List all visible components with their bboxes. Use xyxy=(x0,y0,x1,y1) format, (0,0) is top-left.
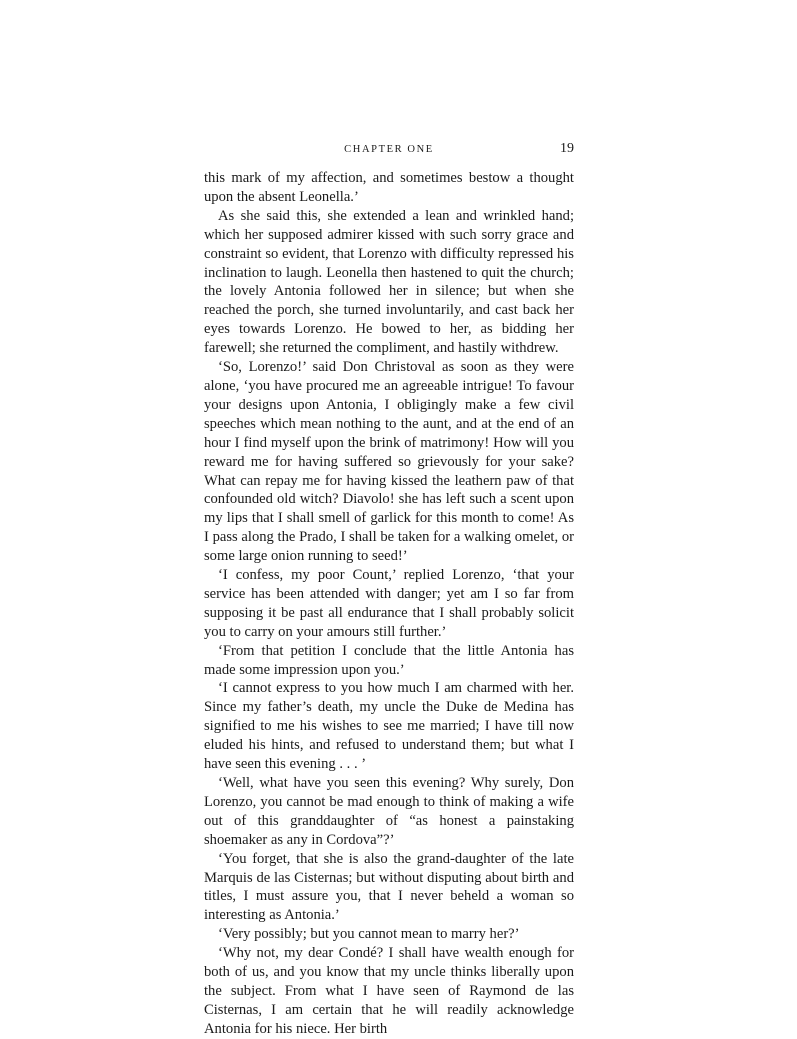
paragraph: ‘Well, what have you seen this evening? Why surely, Don Lorenzo, you cannot be mad enough to think of making a wife out of this granddaughter of “as honest a painstaking shoemaker as any in Cordova”?’ xyxy=(204,775,574,848)
paragraph: As she said this, she extended a lean and wrinkled hand; which her supposed admirer kissed with such sorry grace and constraint so evident, that Lorenzo with difficulty repressed his inclination to laugh. Leonella then hastened to quit the church; the lovely Antonia followed her in silence; but when she reached the porch, she turned involuntarily, and cast back her eyes towards Lorenzo. He bowed to her, as bidding her farewell; she returned the compliment, and hastily withdrew. xyxy=(204,207,574,357)
book-page xyxy=(204,142,574,1039)
running-head xyxy=(204,142,574,160)
paragraph: this mark of my affection, and sometimes bestow a thought upon the absent Leonella.’ xyxy=(204,170,574,205)
paragraph: ‘I cannot express to you how much I am charmed with her. Since my father’s death, my uncle the Duke de Medina has signified to me his wishes to see me married; I have till now eluded his hints, and refused to understand them; but what I have seen this evening . . . ’ xyxy=(204,680,574,773)
paragraph: ‘So, Lorenzo!’ said Don Christoval as soon as they were alone, ‘you have procured me an agreeable intrigue! To favour your designs upon Antonia, I obligingly make a few civil speeches which mean nothing to the aunt, and at the end of an hour I find myself upon the brink of matrimony! How will you reward me for having suffered so grievously for your sake? What can repay me for having kissed the leathern paw of that confounded old witch? Diavolo! she has left such a scent upon my lips that I shall smell of garlick for this month to come! As I pass along the Prado, I shall be taken for a walking omelet, or some large onion running to seed!’ xyxy=(204,359,574,565)
paragraph: ‘Very possibly; but you cannot mean to marry her?’ xyxy=(218,926,520,943)
page-number: 19 xyxy=(560,141,574,156)
paragraph: ‘I confess, my poor Count,’ replied Lorenzo, ‘that your service has been attended with danger; yet am I so far from supposing it be past all endurance that I shall probably solicit you to carry on your amours still further.’ xyxy=(204,567,574,640)
body-text xyxy=(204,169,574,1039)
paragraph: ‘From that petition I conclude that the little Antonia has made some impression upon you.’ xyxy=(204,642,574,678)
chapter-title: CHAPTER ONE xyxy=(344,144,434,155)
paragraph: ‘Why not, my dear Condé? I shall have wealth enough for both of us, and you know that my uncle thinks liberally upon the subject. From what I have seen of Raymond de las Cisternas, I am certain that he will readily acknowledge Antonia for his niece. Her birth xyxy=(204,945,574,1037)
paragraph: ‘You forget, that she is also the grand-daughter of the late Marquis de las Cisternas; but without disputing about birth and titles, I must assure you, that I never beheld a woman so interesting as Antonia.’ xyxy=(204,850,574,924)
